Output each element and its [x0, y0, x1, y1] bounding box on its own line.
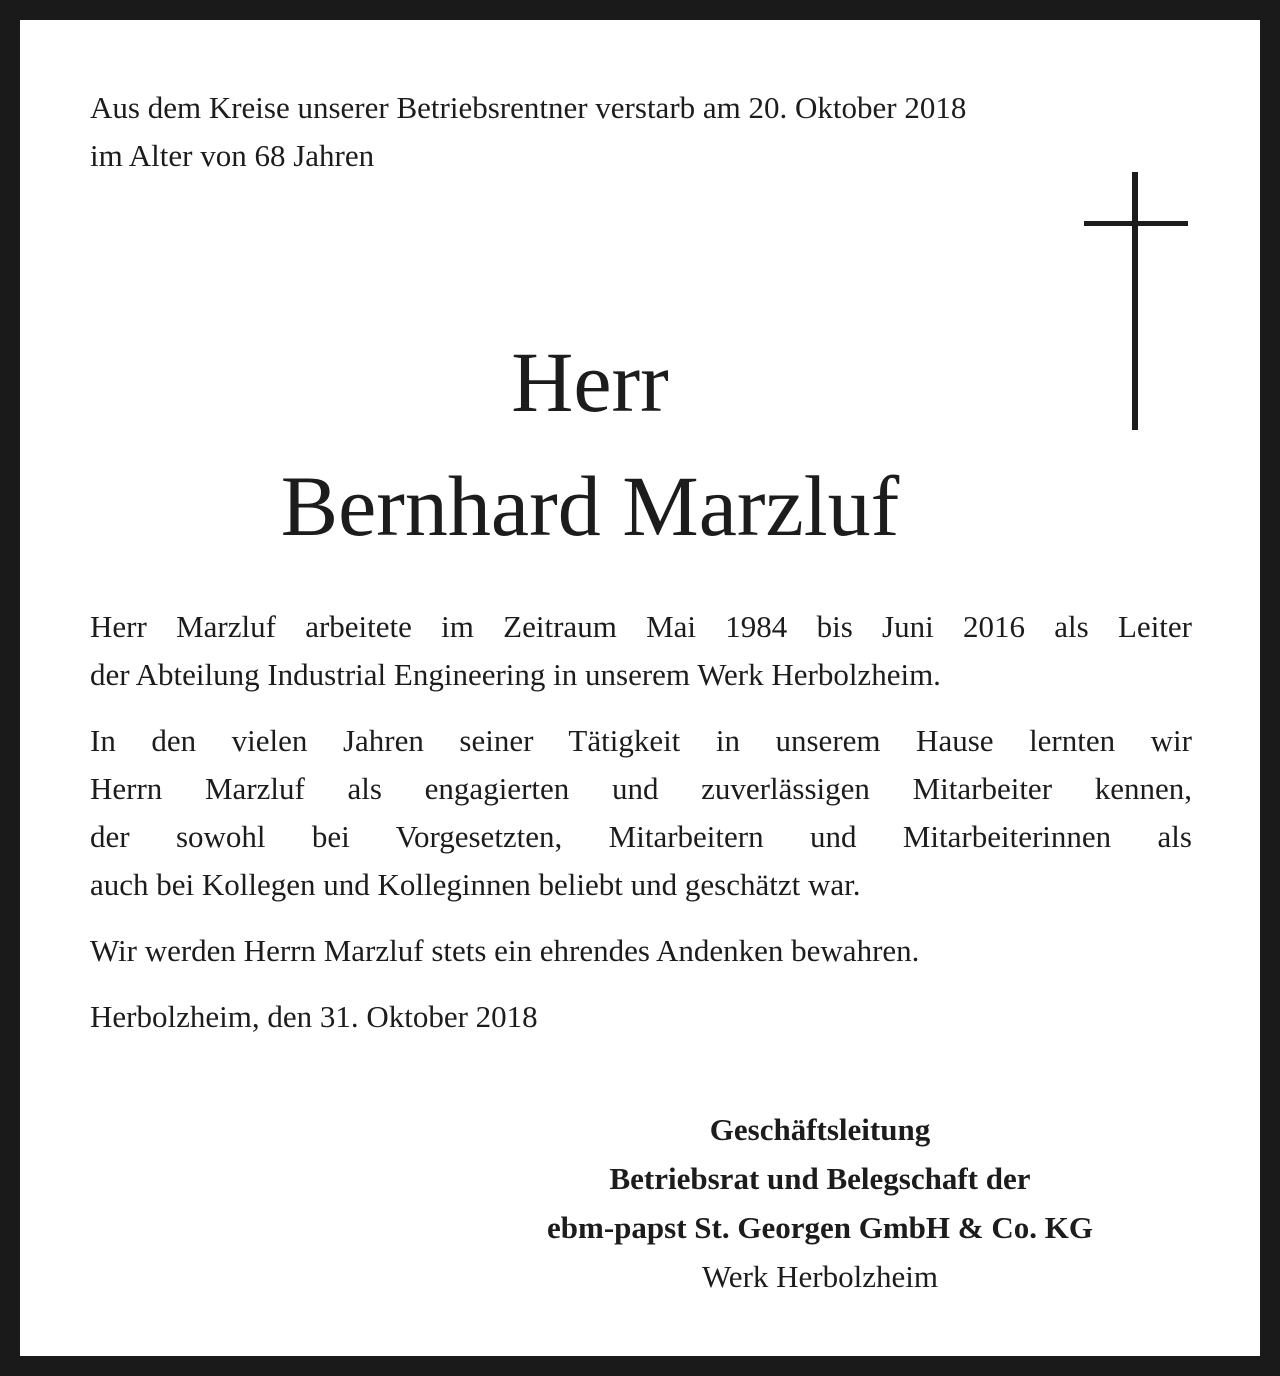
salutation: Herr — [511, 334, 669, 430]
deceased-name — [90, 320, 1090, 568]
intro-line-2: im Alter von 68 Jahren — [90, 138, 375, 173]
signature-company: ebm-papst St. Georgen GmbH & Co. KG — [547, 1210, 1093, 1245]
signature-works-council: Betriebsrat und Belegschaft der — [609, 1161, 1031, 1196]
paragraph-line: Herrn Marzluf als engagierten und zuverlässigen Mitarbeiter kennen, — [90, 771, 1192, 806]
signature-management: Geschäftsleitung — [709, 1112, 931, 1147]
signature-plant: Werk Herbolzheim — [702, 1259, 938, 1294]
paragraph-line: der sowohl bei Vorgesetzten, Mitarbeitern und Mitarbeiterinnen als — [90, 819, 1192, 854]
signature-block — [460, 1105, 1180, 1301]
intro-line-1: Aus dem Kreise unserer Betriebsrentner verstarb am 20. Oktober 2018 — [90, 90, 967, 125]
intro-text — [90, 84, 1200, 180]
paragraph-line: Herr Marzluf arbeitete im Zeitraum Mai 1984 bis Juni 2016 als Leiter — [90, 609, 1192, 644]
place-and-date: Herbolzheim, den 31. Oktober 2018 — [90, 999, 538, 1034]
cross-vertical-bar — [1132, 172, 1138, 430]
body-text — [90, 603, 1192, 1059]
full-name: Bernhard Marzluf — [280, 458, 900, 554]
cross-horizontal-bar — [1084, 221, 1188, 226]
paragraph-line: In den vielen Jahren seiner Tätigkeit in unserem Hause lernten wir — [90, 723, 1192, 758]
paragraph-tribute — [90, 717, 1192, 909]
paragraph-line: der Abteilung Industrial Engineering in unserem Werk Herbolzheim. — [90, 657, 941, 692]
paragraph-career — [90, 603, 1192, 699]
obituary-notice — [20, 20, 1260, 1356]
cross-icon — [1084, 172, 1188, 430]
paragraph-remembrance: Wir werden Herrn Marzluf stets ein ehrendes Andenken bewahren. — [90, 933, 920, 968]
paragraph-line: auch bei Kollegen und Kolleginnen beliebt und geschätzt war. — [90, 867, 861, 902]
